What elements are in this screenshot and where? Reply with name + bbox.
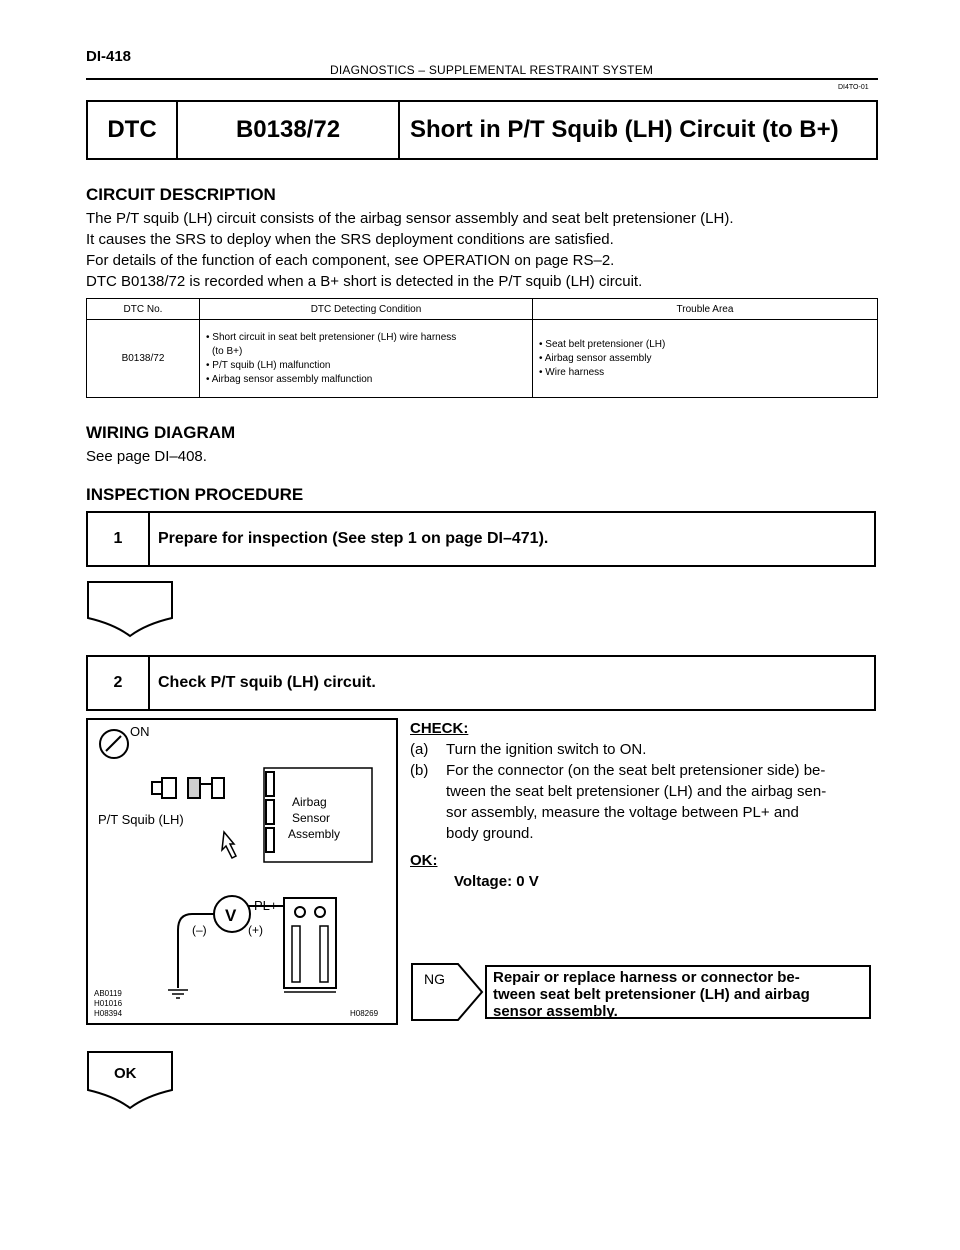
area-item: • Airbag sensor assembly: [539, 352, 652, 364]
check-section: [410, 718, 880, 892]
condition-item: • Short circuit in seat belt pretensioner (LH) wire harness: [206, 331, 457, 343]
header-rule: [86, 78, 878, 80]
check-b-line: sor assembly, measure the voltage between PL+ and: [446, 804, 799, 821]
squib-label: P/T Squib (LH): [98, 812, 184, 827]
table-header-condition: DTC Detecting Condition: [200, 299, 533, 320]
wiring-diagram-text: See page DI–408.: [86, 448, 207, 465]
check-b-line: tween the seat belt pretensioner (LH) and the airbag sen-: [446, 783, 827, 800]
figure-ref-code: AB0119: [94, 989, 122, 998]
pl-plus-label: PL+: [254, 898, 278, 913]
flow-arrow-shape: [88, 582, 172, 636]
sensor-connector-mid: [266, 800, 274, 824]
area-item: • Wire harness: [539, 366, 605, 378]
circuit-description-text: [86, 208, 734, 292]
table-row: [87, 320, 878, 398]
table-cell-dtc-no: B0138/72: [87, 320, 200, 398]
check-step-text: [446, 760, 826, 844]
step-number: 1: [88, 513, 150, 565]
table-header-row: [87, 299, 878, 320]
step-1-box: [86, 511, 876, 567]
area-item: • Seat belt pretensioner (LH): [539, 338, 666, 350]
circuit-line: DTC B0138/72 is recorded when a B+ short is detected in the P/T squib (LH) circuit.: [86, 273, 643, 290]
dtc-code: B0138/72: [178, 102, 400, 158]
check-b-line: body ground.: [446, 825, 534, 842]
dtc-table: [86, 298, 878, 398]
ng-label: NG: [424, 971, 445, 987]
condition-item: • Airbag sensor assembly malfunction: [206, 373, 373, 385]
check-step-label: (a): [410, 741, 429, 758]
ok-label: OK: [114, 1065, 137, 1082]
ok-heading: OK:: [410, 852, 438, 869]
ng-action-line: sensor assembly.: [493, 1003, 618, 1020]
positive-lead-label: (+): [248, 923, 263, 937]
ignition-key-line: [106, 736, 121, 751]
condition-item: (to B+): [212, 345, 243, 357]
connector-socket-icon: [212, 778, 224, 798]
circuit-line: For details of the function of each component, see OPERATION on page RS–2.: [86, 252, 615, 269]
connector-terminal: [295, 907, 305, 917]
step-text: Check P/T squib (LH) circuit.: [158, 674, 376, 691]
section-header: DIAGNOSTICS – SUPPLEMENTAL RESTRAINT SYSTEM: [330, 63, 654, 77]
step-text: Prepare for inspection (See step 1 on page DI–471).: [158, 530, 549, 547]
ng-action-box: [485, 965, 871, 1019]
ok-value: Voltage: 0 V: [454, 873, 539, 890]
sensor-connector-bottom: [266, 828, 274, 852]
inspection-procedure-heading: INSPECTION PROCEDURE: [86, 485, 304, 504]
figure-ref-code: H08394: [94, 1009, 123, 1018]
dtc-label: DTC: [88, 102, 178, 158]
ng-action-line: tween seat belt pretensioner (LH) and airbag: [493, 986, 810, 1003]
sensor-label-line: Airbag: [292, 795, 327, 809]
page-number: DI-418: [86, 48, 132, 65]
table-cell-condition: [200, 320, 533, 398]
ng-action-line: Repair or replace harness or connector be-: [493, 969, 800, 986]
figure-code: H08269: [350, 1009, 379, 1018]
check-step-label: (b): [410, 762, 429, 779]
flow-arrow-1: [86, 580, 176, 640]
ng-arrow: [410, 962, 486, 1022]
condition-item: • P/T squib (LH) malfunction: [206, 359, 331, 371]
voltmeter-symbol: V: [225, 906, 237, 925]
step-2-box: [86, 655, 876, 711]
check-step-b: [410, 760, 880, 844]
squib-connector-icon: [162, 778, 176, 798]
check-b-line: For the connector (on the seat belt pretensioner side) be-: [446, 762, 826, 779]
sensor-label-line: Assembly: [288, 827, 341, 841]
dtc-title: Short in P/T Squib (LH) Circuit (to B+): [410, 116, 839, 143]
connector-pin: [292, 926, 300, 982]
connector-plug-icon: [188, 778, 200, 798]
ok-arrow: [86, 1050, 176, 1112]
figure-ref-code: H01016: [94, 999, 123, 1008]
sensor-connector-top: [266, 772, 274, 796]
step-number: 2: [88, 657, 150, 709]
wiring-diagram-heading: WIRING DIAGRAM: [86, 423, 236, 442]
check-step-a: [410, 739, 880, 760]
table-cell-area: [533, 320, 878, 398]
negative-lead-label: (–): [192, 923, 207, 937]
connector-terminal: [315, 907, 325, 917]
on-label: ON: [130, 724, 150, 739]
circuit-line: It causes the SRS to deploy when the SRS deployment conditions are satisfied.: [86, 231, 614, 248]
connector-pin: [320, 926, 328, 982]
check-heading: CHECK:: [410, 720, 469, 737]
table-header-dtc-no: DTC No.: [87, 299, 200, 320]
doc-code: DI4TO-01: [838, 84, 869, 91]
circuit-description-heading: CIRCUIT DESCRIPTION: [86, 185, 276, 204]
sensor-label-line: Sensor: [292, 811, 331, 825]
disconnect-arrow-icon: [222, 832, 236, 858]
squib-connector-tab: [152, 782, 162, 794]
circuit-figure-svg: [88, 720, 396, 1023]
circuit-figure: [86, 718, 398, 1025]
table-header-area: Trouble Area: [533, 299, 878, 320]
check-step-text: Turn the ignition switch to ON.: [446, 741, 647, 758]
ng-arrow-shape: [412, 964, 482, 1020]
circuit-line: The P/T squib (LH) circuit consists of the airbag sensor assembly and seat belt pretensioner (LH).: [86, 210, 734, 227]
dtc-title-bar: [86, 100, 878, 160]
